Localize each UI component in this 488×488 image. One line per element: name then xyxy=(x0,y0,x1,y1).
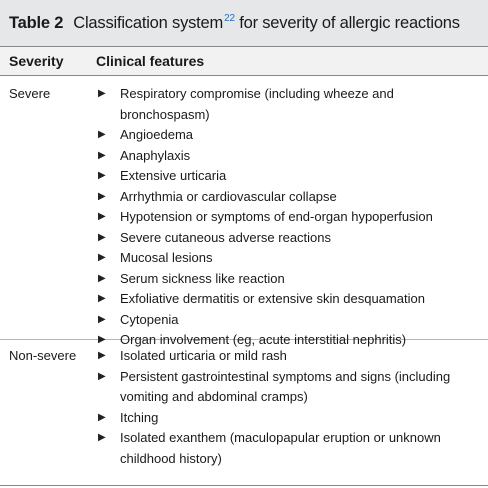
feature-item xyxy=(98,310,480,331)
severity-cell: Non-severe xyxy=(9,348,77,363)
bullet-arrow-icon: ▶ xyxy=(98,272,106,284)
bullet-arrow-icon: ▶ xyxy=(98,129,106,140)
feature-text: Isolated exanthem (maculopapular eruption or unknown childhood history) xyxy=(120,430,441,466)
bullet-arrow-icon: ▶ xyxy=(98,313,106,325)
features-cell xyxy=(88,84,488,347)
table-row-severe xyxy=(0,76,488,347)
feature-text: Mucosal lesions xyxy=(120,250,213,265)
feature-text: Respiratory compromise (including wheeze and bronchospasm) xyxy=(120,86,394,122)
feature-item xyxy=(98,269,480,290)
bullet-arrow-icon: ▶ xyxy=(98,293,106,304)
features-list xyxy=(98,346,480,469)
column-header-clinical-features: Clinical features xyxy=(96,53,205,69)
feature-text: Angioedema xyxy=(120,127,193,142)
table-caption xyxy=(0,0,488,46)
feature-text: Hypotension or symptoms of end-organ hypoperfusion xyxy=(120,209,433,224)
reference-link[interactable]: 22 xyxy=(224,13,235,24)
feature-text: Itching xyxy=(120,409,159,425)
bullet-arrow-icon: ▶ xyxy=(98,190,106,202)
bullet-arrow-icon: ▶ xyxy=(98,149,106,161)
features-cell xyxy=(88,346,488,469)
feature-text: Extensive urticaria xyxy=(120,168,227,183)
features-list xyxy=(98,84,480,351)
bullet-arrow-icon: ▶ xyxy=(98,350,106,361)
feature-text: Cytopenia xyxy=(120,311,179,327)
feature-item xyxy=(98,166,480,187)
table-title-rest: for severity of allergic reactions xyxy=(239,14,460,32)
feature-item xyxy=(98,346,480,367)
feature-item xyxy=(98,367,480,408)
feature-item xyxy=(98,187,480,208)
table-title-text: Classification system xyxy=(73,14,224,32)
feature-text: Severe cutaneous adverse reactions xyxy=(120,229,332,245)
feature-item xyxy=(98,228,480,249)
feature-text: Organ involvement (eg, acute interstitial nephritis) xyxy=(120,332,407,347)
column-header-severity: Severity xyxy=(9,53,64,69)
bullet-arrow-icon: ▶ xyxy=(98,231,106,243)
severity-cell: Severe xyxy=(9,86,51,101)
feature-item xyxy=(98,125,480,146)
bullet-arrow-icon: ▶ xyxy=(98,411,106,423)
feature-item xyxy=(98,289,480,310)
table-row-non-severe xyxy=(0,340,488,469)
bullet-arrow-icon: ▶ xyxy=(98,170,106,181)
bullet-arrow-icon: ▶ xyxy=(98,432,106,443)
table-title xyxy=(73,13,460,33)
feature-item xyxy=(98,248,480,269)
feature-item xyxy=(98,207,480,228)
feature-text: Arrhythmia or cardiovascular collapse xyxy=(120,188,337,204)
feature-text: Serum sickness like reaction xyxy=(120,270,285,286)
bullet-arrow-icon: ▶ xyxy=(98,334,106,345)
feature-text: Isolated urticaria or mild rash xyxy=(120,348,287,363)
bullet-arrow-icon: ▶ xyxy=(98,88,106,99)
table-header-row xyxy=(0,46,488,76)
feature-text: Exfoliative dermatitis or extensive skin desquamation xyxy=(120,291,425,306)
feature-text: Persistent gastrointestinal symptoms and signs (including vomiting and abdominal cramps) xyxy=(120,368,451,404)
feature-item xyxy=(98,84,480,125)
bullet-arrow-icon: ▶ xyxy=(98,370,106,382)
table-label: Table 2 xyxy=(9,13,64,32)
feature-item xyxy=(98,428,480,469)
feature-item xyxy=(98,408,480,429)
bullet-arrow-icon: ▶ xyxy=(98,211,106,222)
bullet-arrow-icon: ▶ xyxy=(98,252,106,263)
table-bottom-rule xyxy=(0,485,488,486)
feature-item xyxy=(98,146,480,167)
feature-text: Anaphylaxis xyxy=(120,147,191,163)
